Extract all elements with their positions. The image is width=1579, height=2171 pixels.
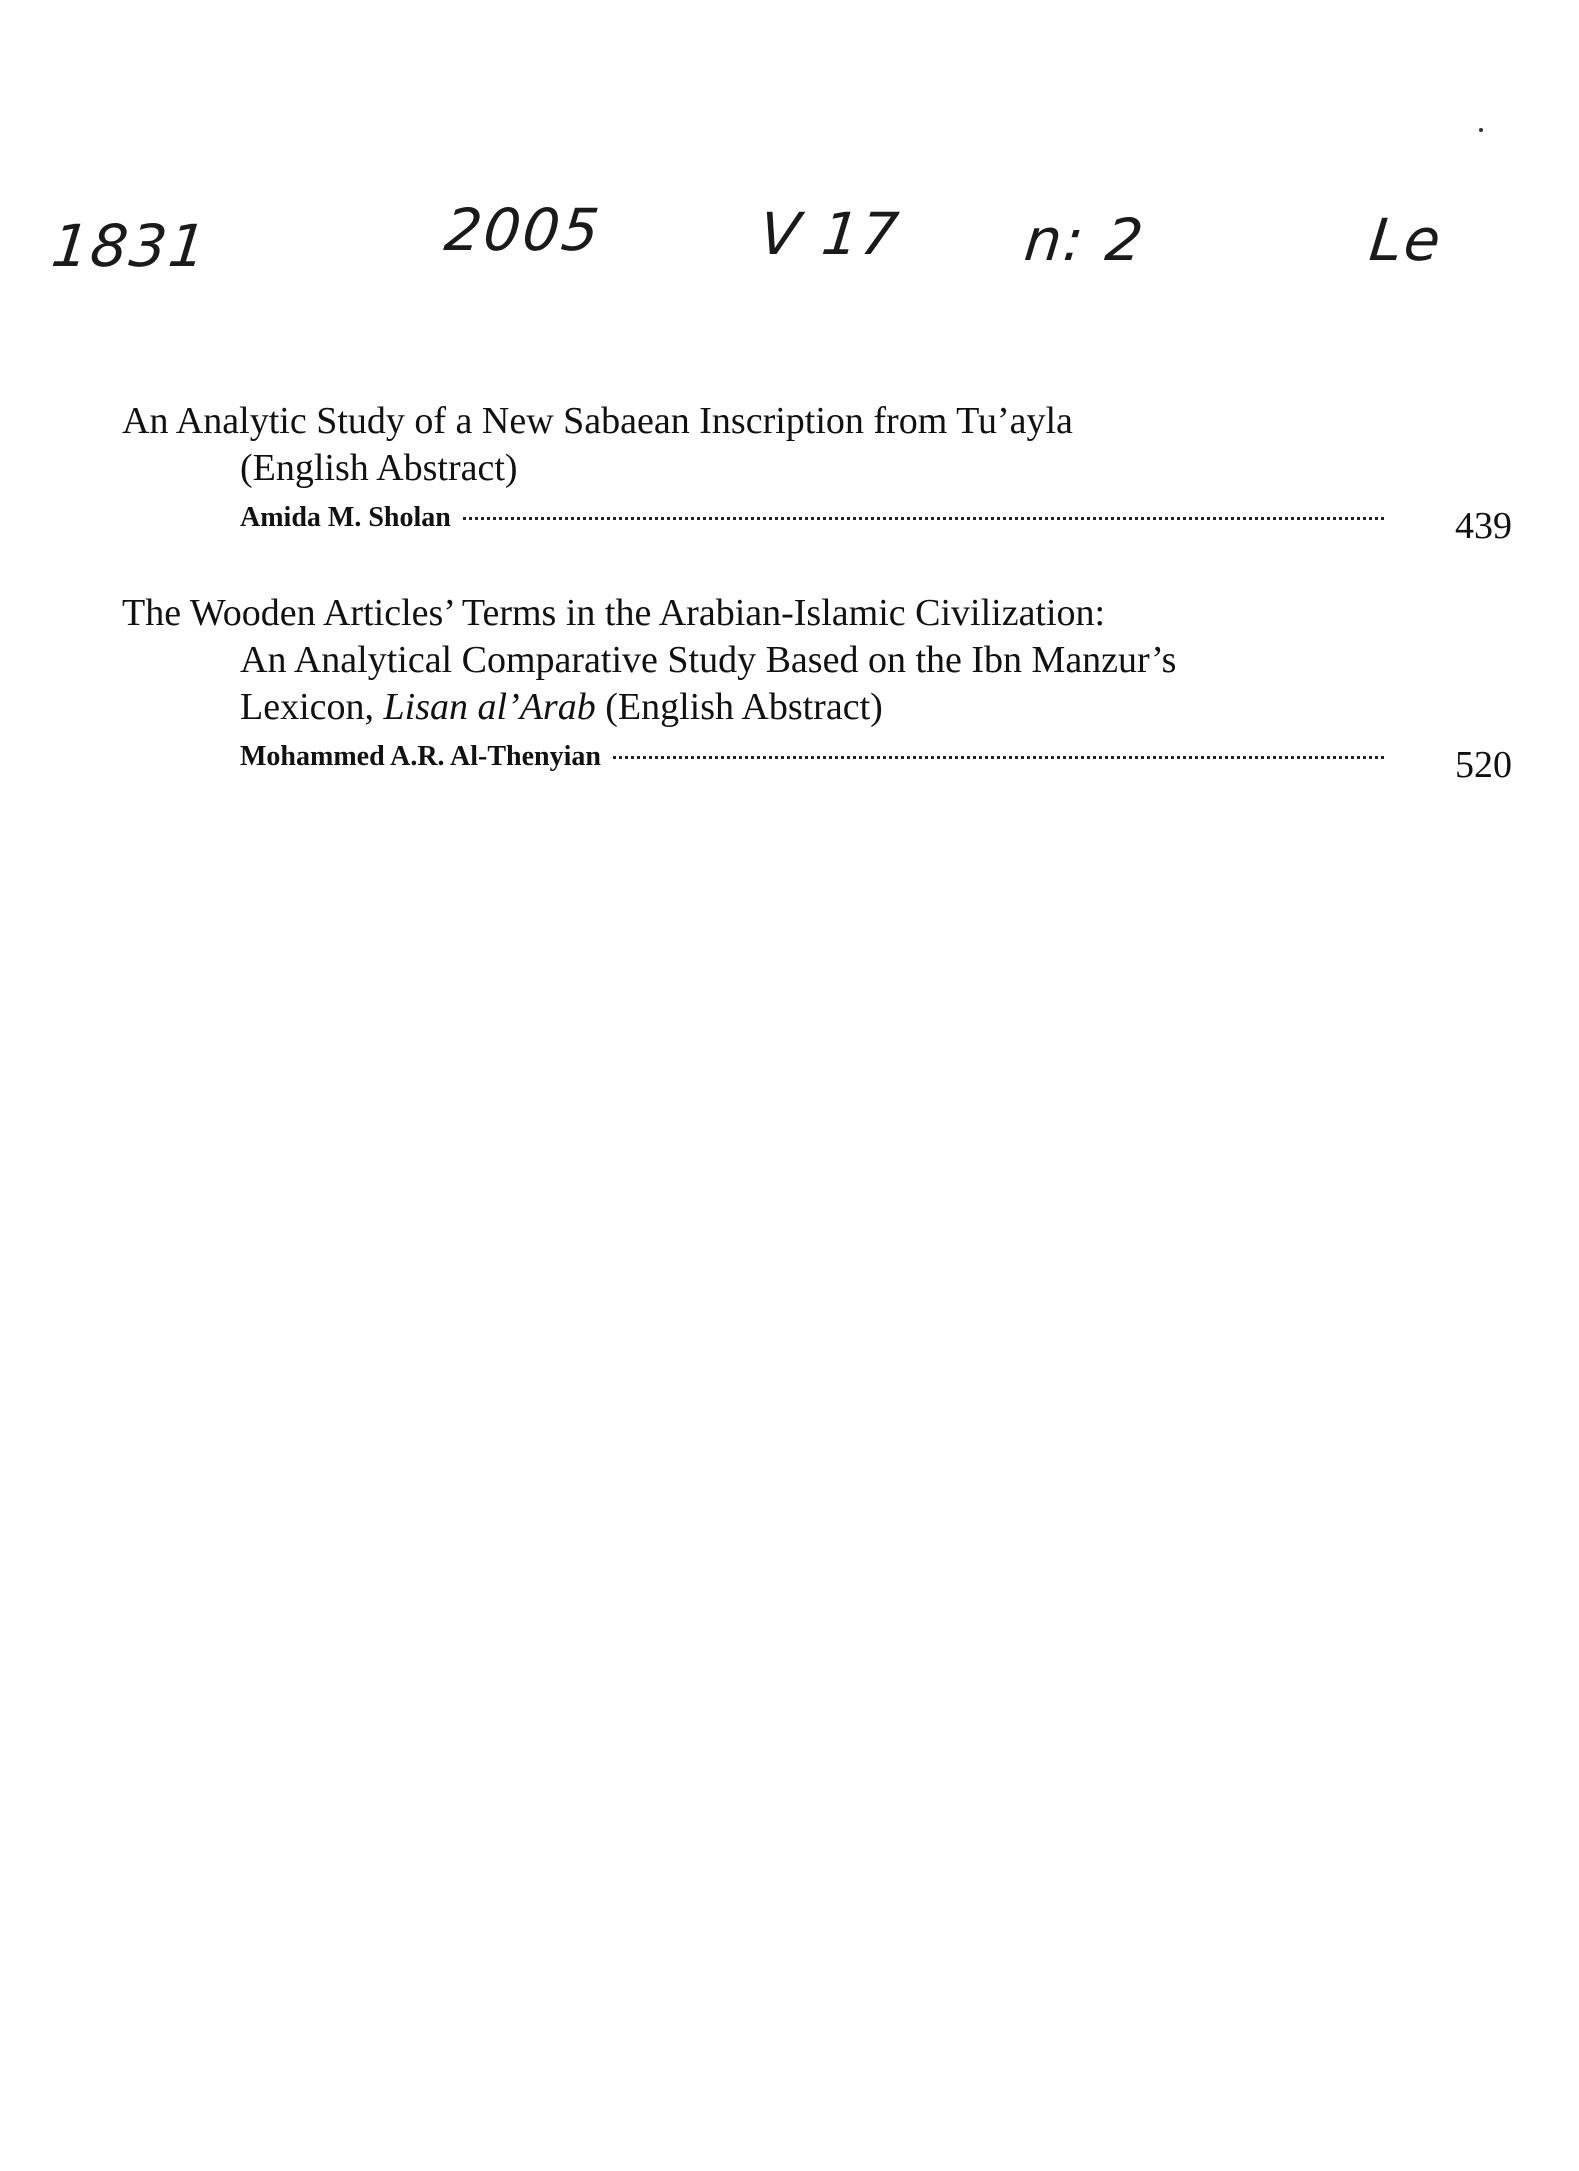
- entry-title: An Analytical Comparative Study Based on the Ibn Manzur’s: [240, 639, 1177, 681]
- handwritten-code: Le: [1366, 206, 1446, 274]
- author-row: [122, 741, 1512, 789]
- dot-leader: [613, 756, 1384, 759]
- toc-entry: [122, 590, 1512, 789]
- entry-title-text: Lexicon,: [240, 686, 384, 728]
- entry-author: Mohammed A.R. Al-Thenyian: [240, 741, 601, 772]
- entry-title-italic: Lisan al’Arab: [383, 686, 596, 728]
- entry-title-text: (English Abstract): [595, 686, 883, 728]
- author-row: [122, 502, 1512, 550]
- dot-leader: [463, 517, 1384, 520]
- toc-entry: [122, 398, 1512, 550]
- entry-page-number: 439: [1455, 505, 1512, 547]
- handwritten-year: 2005: [441, 196, 605, 264]
- entry-title: (English Abstract): [240, 447, 518, 489]
- entry-title: The Wooden Articles’ Terms in the Arabian-Islamic Civilization:: [122, 592, 1106, 634]
- entry-author: Amida M. Sholan: [240, 502, 451, 533]
- handwritten-issue: n: 2: [1021, 206, 1149, 274]
- handwritten-annotation: [0, 170, 1579, 320]
- entry-page-number: 520: [1455, 744, 1512, 786]
- handwritten-volume: V 17: [756, 200, 904, 268]
- scan-speck: [1479, 128, 1483, 132]
- handwritten-number: 1831: [48, 212, 212, 280]
- entry-title: An Analytic Study of a New Sabaean Inscription from Tu’ayla: [122, 400, 1073, 442]
- entry-title: [122, 684, 1512, 731]
- table-of-contents: [122, 398, 1512, 829]
